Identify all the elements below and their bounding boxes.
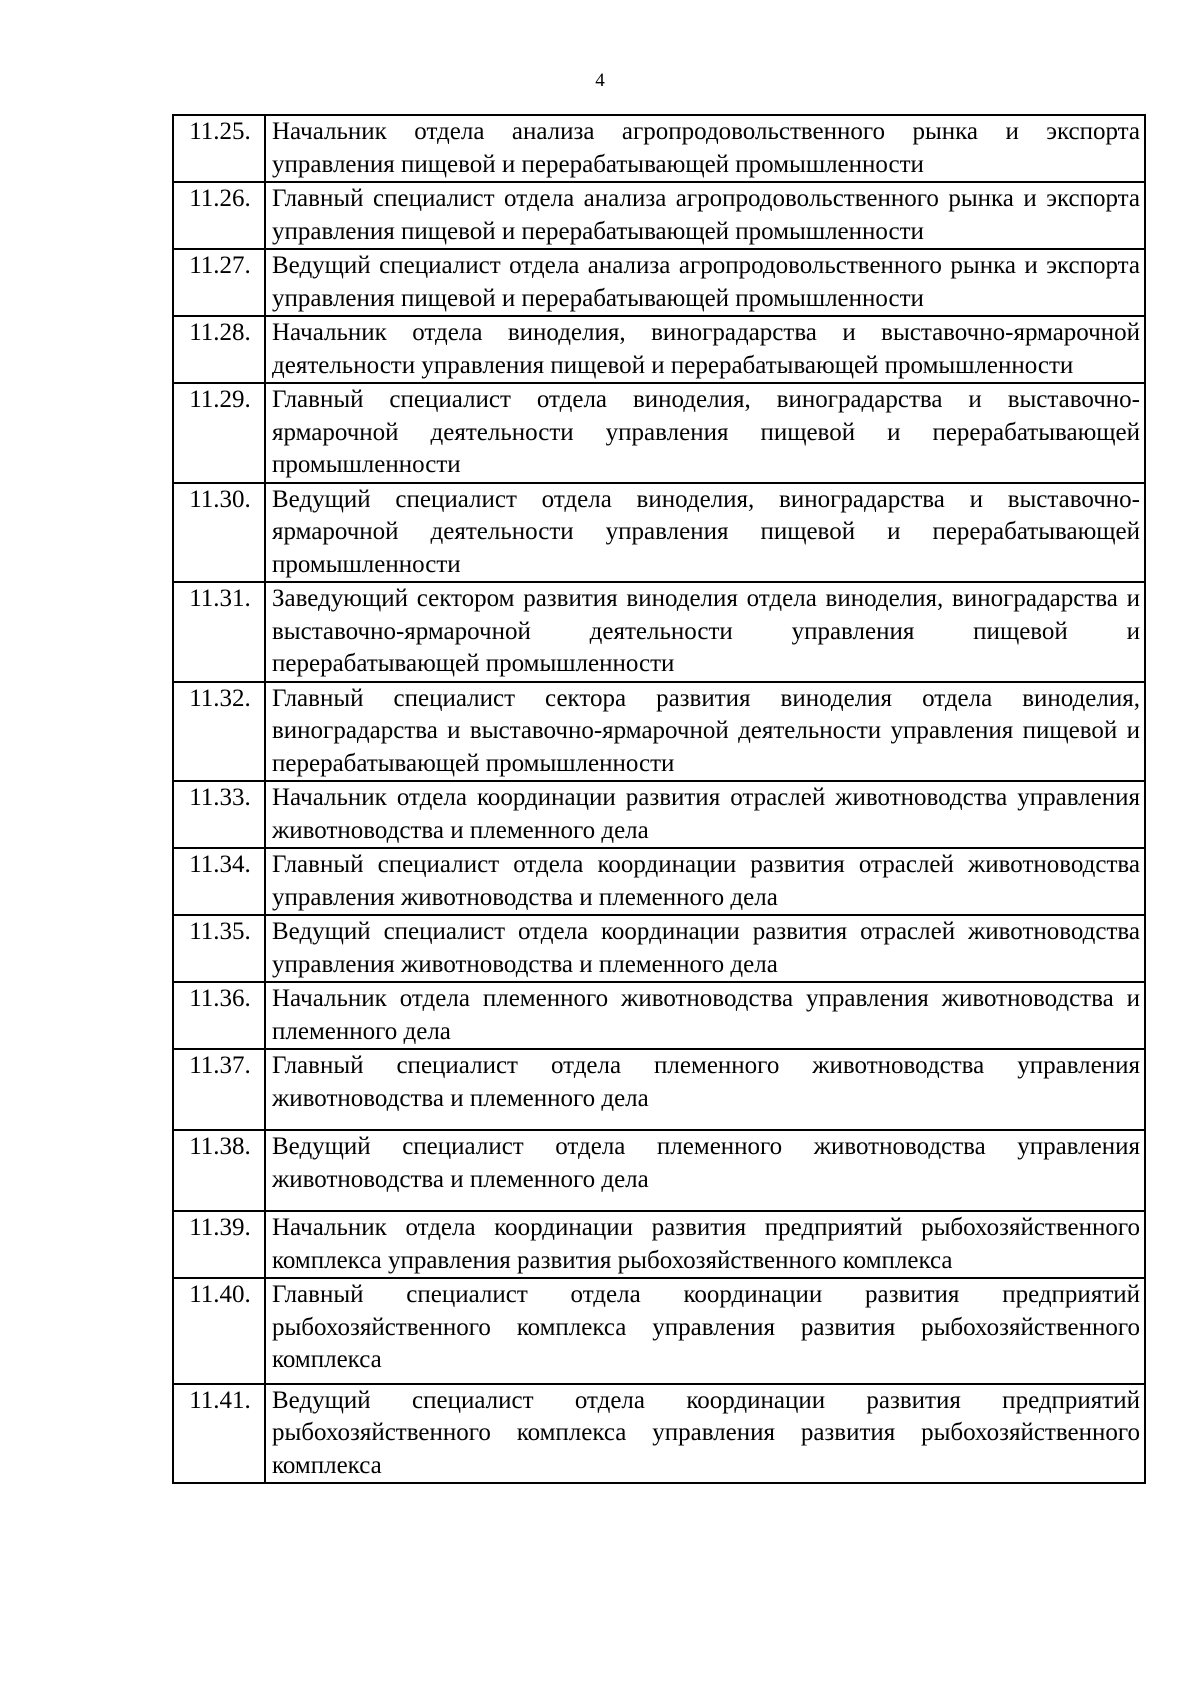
table-row (173, 1211, 1145, 1278)
position-title: Заведующий сектором развития виноделия отдела виноделия, виноградарства и выставочно-ярмарочной деятельности управления пищевой и перерабатывающей промышленности (265, 582, 1145, 682)
row-number: 11.35. (173, 915, 265, 982)
position-title: Ведущий специалист отдела виноделия, виноградарства и выставочно-ярмарочной деятельности управления пищевой и перерабатывающей промышленности (265, 483, 1145, 583)
table-row (173, 582, 1145, 682)
row-number: 11.40. (173, 1278, 265, 1384)
position-title: Ведущий специалист отдела координации развития отраслей животноводства управления животноводства и племенного дела (265, 915, 1145, 982)
table-row (173, 182, 1145, 249)
position-title: Начальник отдела координации развития предприятий рыбохозяйственного комплекса управления развития рыбохозяйственного комплекса (265, 1211, 1145, 1278)
position-title: Начальник отдела виноделия, виноградарства и выставочно-ярмарочной деятельности управления пищевой и перерабатывающей промышленности (265, 316, 1145, 383)
table-row (173, 915, 1145, 982)
row-number: 11.41. (173, 1384, 265, 1484)
position-title: Главный специалист отдела виноделия, виноградарства и выставочно-ярмарочной деятельности управления пищевой и перерабатывающей промышленности (265, 383, 1145, 483)
table-row (173, 1384, 1145, 1484)
row-number: 11.37. (173, 1049, 265, 1130)
row-number: 11.36. (173, 982, 265, 1049)
position-title: Главный специалист сектора развития виноделия отдела виноделия, виноградарства и выставочно-ярмарочной деятельности управления пищевой и перерабатывающей промышленности (265, 682, 1145, 782)
table-row (173, 115, 1145, 182)
table-row (173, 1049, 1145, 1130)
position-title: Ведущий специалист отдела племенного животноводства управления животноводства и племенного дела (265, 1130, 1145, 1211)
table-row (173, 781, 1145, 848)
row-number: 11.28. (173, 316, 265, 383)
position-title: Главный специалист отдела племенного животноводства управления животноводства и племенного дела (265, 1049, 1145, 1130)
positions-table (172, 114, 1146, 1484)
position-title: Главный специалист отдела координации развития отраслей животноводства управления животноводства и племенного дела (265, 848, 1145, 915)
row-number: 11.29. (173, 383, 265, 483)
table-row (173, 1278, 1145, 1384)
row-number: 11.31. (173, 582, 265, 682)
table-row (173, 383, 1145, 483)
row-number: 11.25. (173, 115, 265, 182)
table-row (173, 316, 1145, 383)
position-title: Ведущий специалист отдела координации развития предприятий рыбохозяйственного комплекса управления развития рыбохозяйственного комплекса (265, 1384, 1145, 1484)
row-number: 11.30. (173, 483, 265, 583)
position-title: Ведущий специалист отдела анализа агропродовольственного рынка и экспорта управления пищевой и перерабатывающей промышленности (265, 249, 1145, 316)
row-number: 11.26. (173, 182, 265, 249)
table-row (173, 249, 1145, 316)
row-number: 11.32. (173, 682, 265, 782)
row-number: 11.39. (173, 1211, 265, 1278)
position-title: Начальник отдела координации развития отраслей животноводства управления животноводства и племенного дела (265, 781, 1145, 848)
table-row (173, 982, 1145, 1049)
table-row (173, 848, 1145, 915)
position-title: Главный специалист отдела координации развития предприятий рыбохозяйственного комплекса управления развития рыбохозяйственного комплекса (265, 1278, 1145, 1384)
row-number: 11.34. (173, 848, 265, 915)
table-row (173, 1130, 1145, 1211)
row-number: 11.33. (173, 781, 265, 848)
position-title: Начальник отдела анализа агропродовольственного рынка и экспорта управления пищевой и перерабатывающей промышленности (265, 115, 1145, 182)
position-title: Главный специалист отдела анализа агропродовольственного рынка и экспорта управления пищевой и перерабатывающей промышленности (265, 182, 1145, 249)
position-title: Начальник отдела племенного животноводства управления животноводства и племенного дела (265, 982, 1145, 1049)
row-number: 11.38. (173, 1130, 265, 1211)
table-row (173, 483, 1145, 583)
table-row (173, 682, 1145, 782)
page-number: 4 (595, 70, 605, 91)
row-number: 11.27. (173, 249, 265, 316)
